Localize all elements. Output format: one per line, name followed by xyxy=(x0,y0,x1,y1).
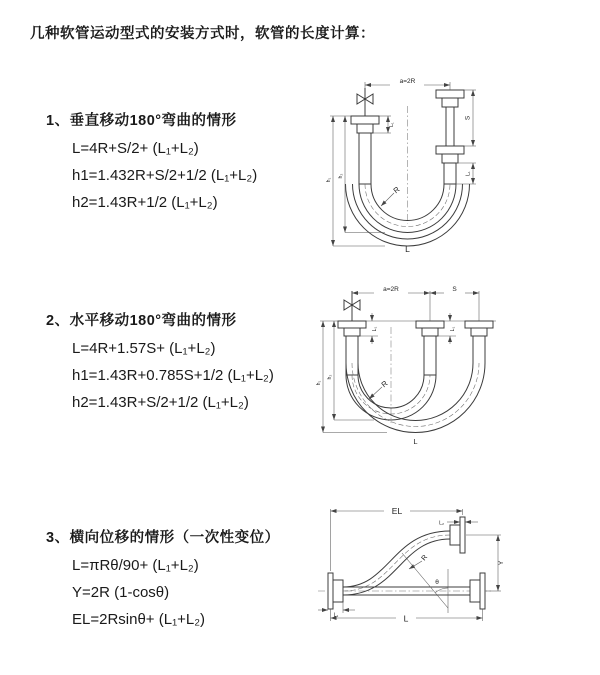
dim-el xyxy=(331,506,463,571)
formula-l: L=πRθ/90+ (L₁+L₂) xyxy=(72,557,199,574)
dim-label-theta: θ xyxy=(435,579,439,586)
dim-label-r: R xyxy=(420,553,430,563)
top-right-flange xyxy=(450,517,465,553)
dim-label-h1: h₁ xyxy=(316,380,322,386)
dim-label-l: L xyxy=(413,437,418,446)
dim-label-s: S xyxy=(464,115,472,121)
dim-a2r xyxy=(352,286,479,321)
formula-h1: h1=1.432R+S/2+1/2 (L₁+L₂) xyxy=(72,167,258,184)
right-braided-hose xyxy=(444,163,456,184)
dim-label-l1: L₁ xyxy=(389,122,395,127)
formula-el: EL=2Rsinθ+ (L₁+L₂) xyxy=(72,611,206,628)
radius-callout xyxy=(369,378,390,399)
formula-y: Y=2R (1-cosθ) xyxy=(72,584,170,601)
section-3 xyxy=(46,526,280,633)
right-pipe-stem xyxy=(446,107,454,146)
section-1-heading: 1、垂直移动180°弯曲的情形 xyxy=(46,113,237,129)
dim-label-r: R xyxy=(391,184,402,196)
dim-label-h2: h₂ xyxy=(327,374,333,380)
s-curve-hose xyxy=(343,531,450,595)
left-flange xyxy=(351,116,379,133)
radius-callout xyxy=(409,554,429,569)
diagram-2-horizontal-180-bend xyxy=(312,283,502,447)
dim-label-h2: h₂ xyxy=(338,173,344,179)
dim-label-l: L xyxy=(405,244,410,254)
dim-label-a2r: a=2R xyxy=(383,286,399,293)
dim-label-l2: L₂ xyxy=(439,520,444,527)
formula-h2: h2=1.43R+S/2+1/2 (L₁+L₂) xyxy=(72,394,249,411)
right-flange xyxy=(470,573,485,609)
dim-label-l1: L₁ xyxy=(465,171,472,176)
formula-h1: h1=1.43R+0.785S+1/2 (L₁+L₂) xyxy=(72,367,274,384)
dim-s xyxy=(464,90,476,146)
right-flange xyxy=(465,321,493,336)
left-flange xyxy=(328,573,343,609)
dim-l xyxy=(331,609,483,624)
section-2 xyxy=(46,309,274,416)
dim-label-l: L xyxy=(403,613,409,624)
dim-label-y: Y xyxy=(498,560,505,566)
dim-s xyxy=(430,286,479,293)
diagram-3-lateral-displacement xyxy=(310,503,515,633)
left-braided-hose xyxy=(359,133,371,184)
page-title: 几种软管运动型式的安装方式时，软管的长度计算： xyxy=(30,26,375,42)
formula-l: L=4R+1.57S+ (L₁+L₂) xyxy=(72,340,216,357)
valve-icon xyxy=(357,88,373,116)
dim-l1-right xyxy=(456,163,476,184)
right-lower-flange xyxy=(436,146,464,163)
dim-label-l1: L₁ xyxy=(333,612,339,619)
dim-label-el: EL xyxy=(391,506,403,516)
dim-label-l1: L₁ xyxy=(372,326,378,332)
left-flange xyxy=(338,321,366,336)
section-2-heading: 2、水平移动180°弯曲的情形 xyxy=(46,313,237,329)
right-hose-stem xyxy=(473,336,485,363)
section-3-heading: 3、横向位移的情形（一次性变位） xyxy=(46,530,280,546)
dim-h1 xyxy=(326,116,385,246)
middle-flange xyxy=(416,321,444,336)
diagram-1-vertical-180-bend xyxy=(320,76,492,254)
dim-label-l1: L₁ xyxy=(450,326,456,332)
valve-icon xyxy=(344,291,360,321)
middle-braided-hose xyxy=(424,336,436,375)
section-1 xyxy=(46,109,257,216)
formula-l: L=4R+S/2+ (L₁+L₂) xyxy=(72,140,199,157)
formula-h2: h2=1.43R+1/2 (L₁+L₂) xyxy=(72,194,218,211)
dim-label-h1: h₁ xyxy=(326,177,332,183)
radius-callout xyxy=(381,184,402,206)
dim-label-s: S xyxy=(452,286,457,293)
dim-l1 xyxy=(318,602,355,619)
dim-label-a2r: a=2R xyxy=(399,78,416,85)
dim-a2r xyxy=(365,78,450,90)
left-braided-hose xyxy=(346,336,358,375)
right-upper-flange xyxy=(436,90,464,107)
dim-label-r: R xyxy=(379,378,390,390)
